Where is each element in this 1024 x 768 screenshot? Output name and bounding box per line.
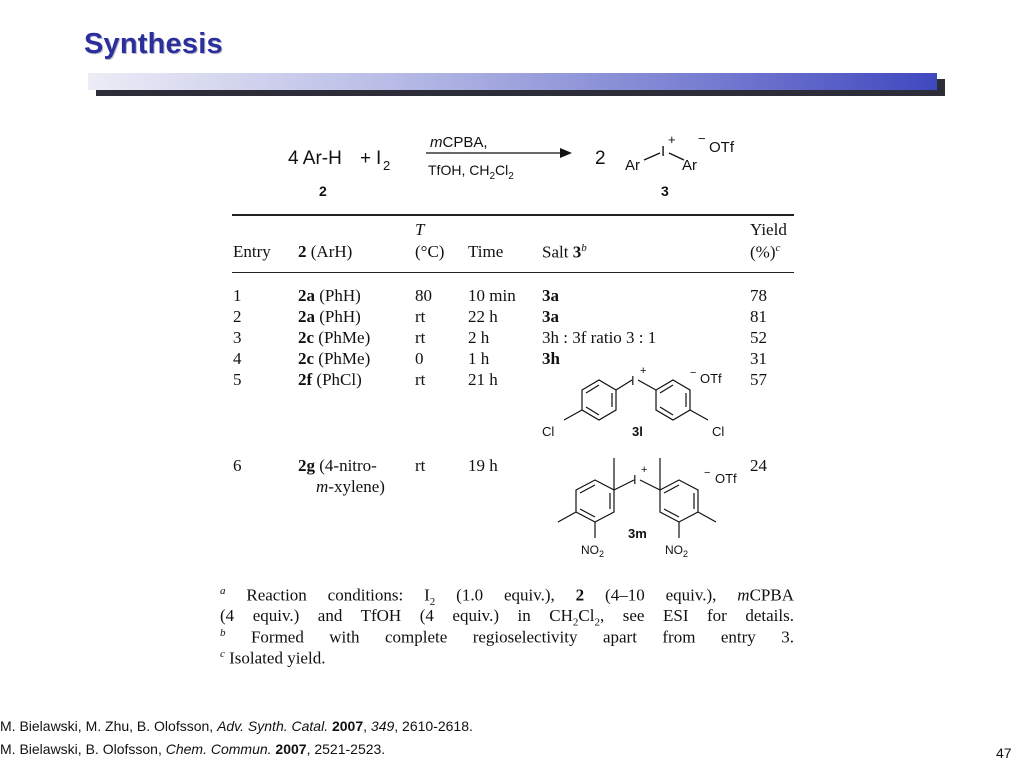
header-salt: Salt 3$^b$ (542, 242, 587, 262)
header-arh: 2 (ArH) (298, 242, 353, 261)
footnote-c: $^c$ Isolated yield. (220, 648, 326, 668)
chloro-right: Cl (712, 424, 725, 439)
product-ar-right: Ar (682, 157, 697, 174)
row-time: 21 h (468, 370, 498, 389)
row-entry: 6 (233, 456, 242, 475)
cation-plus: + (641, 464, 648, 476)
reactant-iodine-sub: 2 (383, 158, 391, 173)
row-temperature: rt (415, 370, 426, 389)
row-yield: 81 (750, 307, 767, 326)
row-time: 22 h (468, 307, 498, 326)
reactant-iodine: I (376, 148, 382, 169)
row-temperature: rt (415, 328, 426, 347)
product-coefficient: 2 (595, 148, 606, 169)
reactant-label: 2 (319, 183, 327, 199)
compound-label-3m: 3m (628, 526, 647, 541)
iodine-label: I (631, 373, 635, 388)
reaction-arrowhead (560, 148, 572, 158)
row-yield: 31 (750, 349, 767, 368)
product-label: 3 (661, 183, 669, 199)
product-minus: − (698, 131, 706, 146)
row-time: 2 h (468, 328, 490, 347)
row-arh-line2: m-xylene) (316, 477, 385, 496)
plus-sign: + (360, 148, 372, 169)
row-salt: 3h : 3f ratio 3 : 1 (542, 328, 657, 347)
header-time: Time (468, 242, 504, 261)
row-time: 10 min (468, 286, 516, 305)
compound-label-3l: 3l (632, 424, 643, 439)
table-header-rule (232, 272, 794, 273)
row-salt: 3a (542, 307, 559, 326)
nitro-left: $NO_2$ (581, 543, 605, 559)
row-temperature: 80 (415, 286, 432, 305)
row-entry: 4 (233, 349, 242, 368)
header-temperature-unit: (°C) (415, 242, 445, 261)
product-ar-left: Ar (625, 157, 640, 174)
row-temperature: rt (415, 307, 426, 326)
row-time: 1 h (468, 349, 490, 368)
reaction-figure (220, 120, 798, 680)
row-entry: 1 (233, 286, 242, 305)
structure-3l (540, 366, 750, 446)
row-salt: 3a (542, 286, 559, 305)
row-yield: 24 (750, 456, 767, 475)
reactant-arh: 4 Ar-H (288, 148, 342, 169)
row-arh: 2a (PhH) (298, 286, 361, 305)
slide-title: Synthesis (84, 28, 223, 60)
footnote-b: $^b$ Formed with complete regioselectivity apart from entry 3. (220, 627, 794, 647)
row-arh: 2f (PhCl) (298, 370, 362, 389)
bond-ar-i-left (644, 153, 660, 160)
nitro-right: $NO_2$ (665, 543, 689, 559)
footnote-a-continued: (4 equiv.) and TfOH (4 equiv.) in $CH_2Cl_2$, see ESI for details. (220, 606, 794, 629)
row-arh: 2c (PhMe) (298, 349, 371, 368)
product-counterion: OTf (709, 139, 734, 156)
reaction-scheme (228, 120, 798, 210)
row-salt: 3h (542, 349, 560, 368)
anion-minus: − (690, 367, 697, 379)
chloro-left: Cl (542, 424, 555, 439)
reagent-bottom: TfOH, $CH_2Cl_2$ (428, 162, 514, 182)
row-time: 19 h (468, 456, 498, 475)
reference-1: M. Bielawski, M. Zhu, B. Olofsson, Adv. Synth. Catal. 2007, 349, 2610-2618. (0, 718, 473, 734)
row-arh: 2c (PhMe) (298, 328, 371, 347)
anion-minus: − (704, 467, 711, 479)
row-yield: 78 (750, 286, 767, 305)
row-entry: 2 (233, 307, 242, 326)
product-iodine: I (661, 143, 666, 160)
iodine-label: I (633, 472, 637, 487)
cation-plus: + (640, 366, 647, 377)
structure-3m (540, 450, 760, 570)
row-arh: 2g (4-nitro- (298, 456, 377, 475)
reagent-top: mCPBA, (430, 134, 488, 151)
page-number: 47 (996, 745, 1012, 761)
row-temperature: 0 (415, 349, 424, 368)
header-entry: Entry (233, 242, 271, 261)
counterion-label: OTf (700, 371, 722, 386)
row-arh: 2a (PhH) (298, 307, 361, 326)
title-divider (88, 73, 937, 90)
product-plus: + (668, 132, 676, 147)
counterion-label: OTf (715, 471, 737, 486)
reference-2: M. Bielawski, B. Olofsson, Chem. Commun. 2007, 2521-2523. (0, 741, 386, 757)
row-entry: 5 (233, 370, 242, 389)
row-temperature: rt (415, 456, 426, 475)
header-temperature: T (415, 220, 425, 239)
footnote-a: $^a$ Reaction conditions: $I_2$ (1.0 equiv.), 2 (4–10 equiv.), mCPBA (220, 585, 794, 609)
row-yield: 52 (750, 328, 767, 347)
header-yield: Yield (750, 220, 787, 239)
row-yield: 57 (750, 370, 767, 389)
table-top-rule (232, 214, 794, 216)
header-yield-unit: (%)$^c$ (750, 242, 781, 262)
row-entry: 3 (233, 328, 242, 347)
